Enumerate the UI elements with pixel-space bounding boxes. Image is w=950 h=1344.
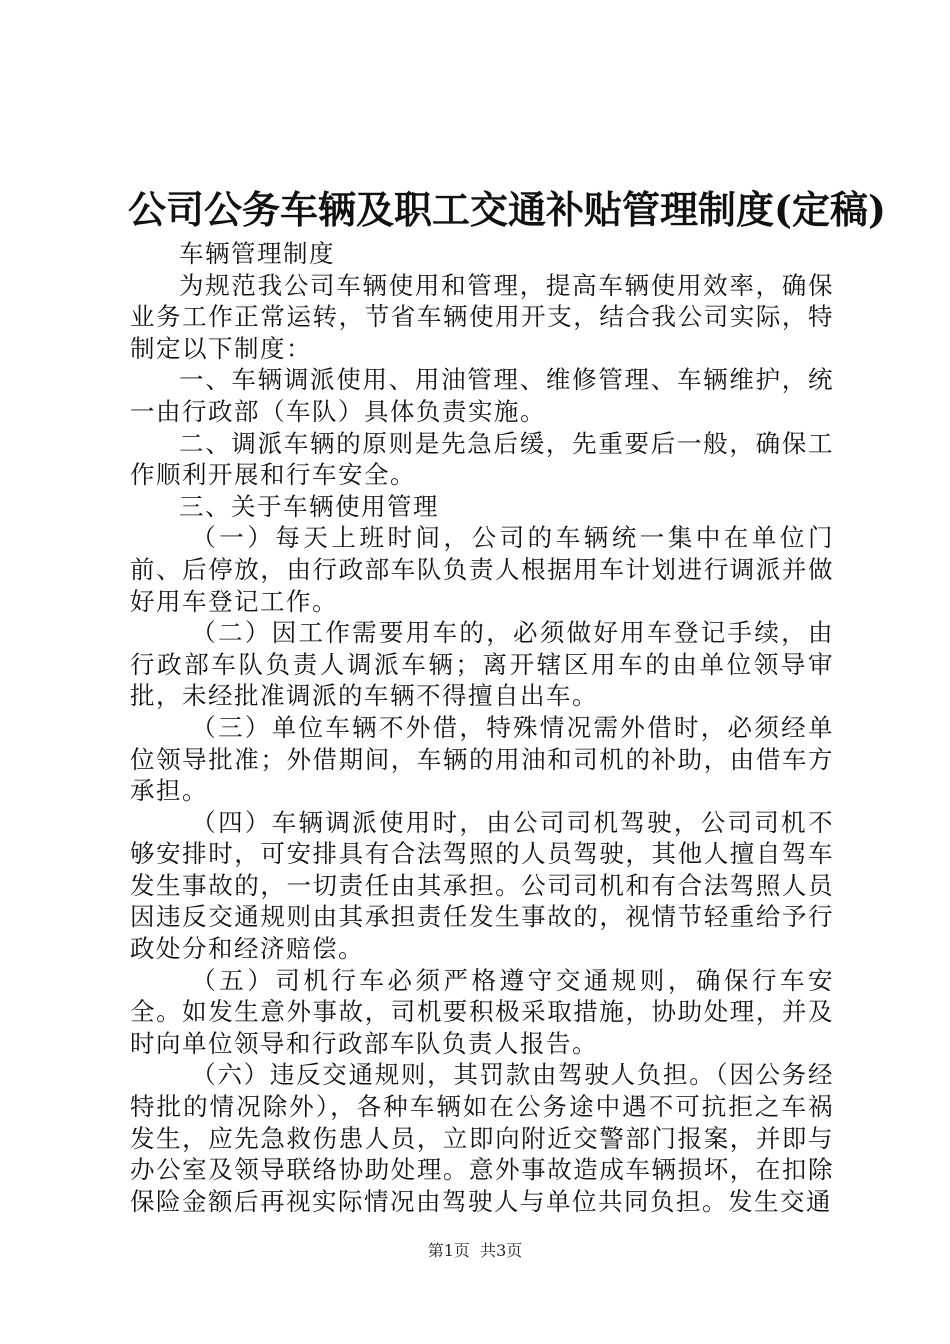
paragraph-item-2: 二、调派车辆的原则是先急后缓，先重要后一般，确保工作顺利开展和行车安全。 xyxy=(130,428,834,490)
page-number: 第1页 共3页 xyxy=(427,1241,523,1260)
paragraph-subitem-4: （四）车辆调派使用时，由公司司机驾驶，公司司机不够安排时，可安排具有合法驾照的人员驾驶，其他人擅自驾车发生事故的，一切责任由其承担。公司司机和有合法驾照人员因违反交通规则由其承担责任发生事故的，视情节轻重给予行政处分和经济赔偿。 xyxy=(130,807,834,964)
paragraph-intro: 为规范我公司车辆使用和管理，提高车辆使用效率，确保业务工作正常运转，节省车辆使用开支，结合我公司实际，特制定以下制度： xyxy=(130,270,834,363)
paragraph-subitem-5: （五）司机行车必须严格遵守交通规则，确保行车安全。如发生意外事故，司机要积极采取措施，协助处理，并及时向单位领导和行政部车队负责人报告。 xyxy=(130,965,834,1058)
paragraph-item-1: 一、车辆调派使用、用油管理、维修管理、车辆维护，统一由行政部（车队）具体负责实施。 xyxy=(130,365,834,426)
document-body xyxy=(130,238,834,1217)
paragraph-subitem-6: （六）违反交通规则，其罚款由驾驶人负担。（因公务经特批的情况除外），各种车辆如在公务途中遇不可抗拒之车祸发生，应先急救伤患人员，立即向附近交警部门报案，并即与办公室及领导联络协助处理。意外事故造成车辆损坏，在扣除保险金额后再视实际情况由驾驶人与单位共同负担。发生交通 xyxy=(130,1060,834,1216)
paragraph-subitem-1: （一）每天上班时间，公司的车辆统一集中在单位门前、后停放，由行政部车队负责人根据用车计划进行调派并做好用车登记工作。 xyxy=(130,523,834,616)
document-title: 公司公务车辆及职工交通补贴管理制度(定稿) xyxy=(128,187,886,232)
paragraph-item-3-heading: 三、关于车辆使用管理 xyxy=(179,491,439,521)
section-heading: 车辆管理制度 xyxy=(179,239,335,268)
paragraph-subitem-3: （三）单位车辆不外借，特殊情况需外借时，必须经单位领导批准；外借期间，车辆的用油和司机的补助，由借车方承担。 xyxy=(130,712,834,806)
paragraph-subitem-2: （二）因工作需要用车的，必须做好用车登记手续，由行政部车队负责人调派车辆；离开辖区用车的由单位领导审批，未经批准调派的车辆不得擅自出车。 xyxy=(130,618,834,711)
page-footer xyxy=(0,1240,950,1262)
